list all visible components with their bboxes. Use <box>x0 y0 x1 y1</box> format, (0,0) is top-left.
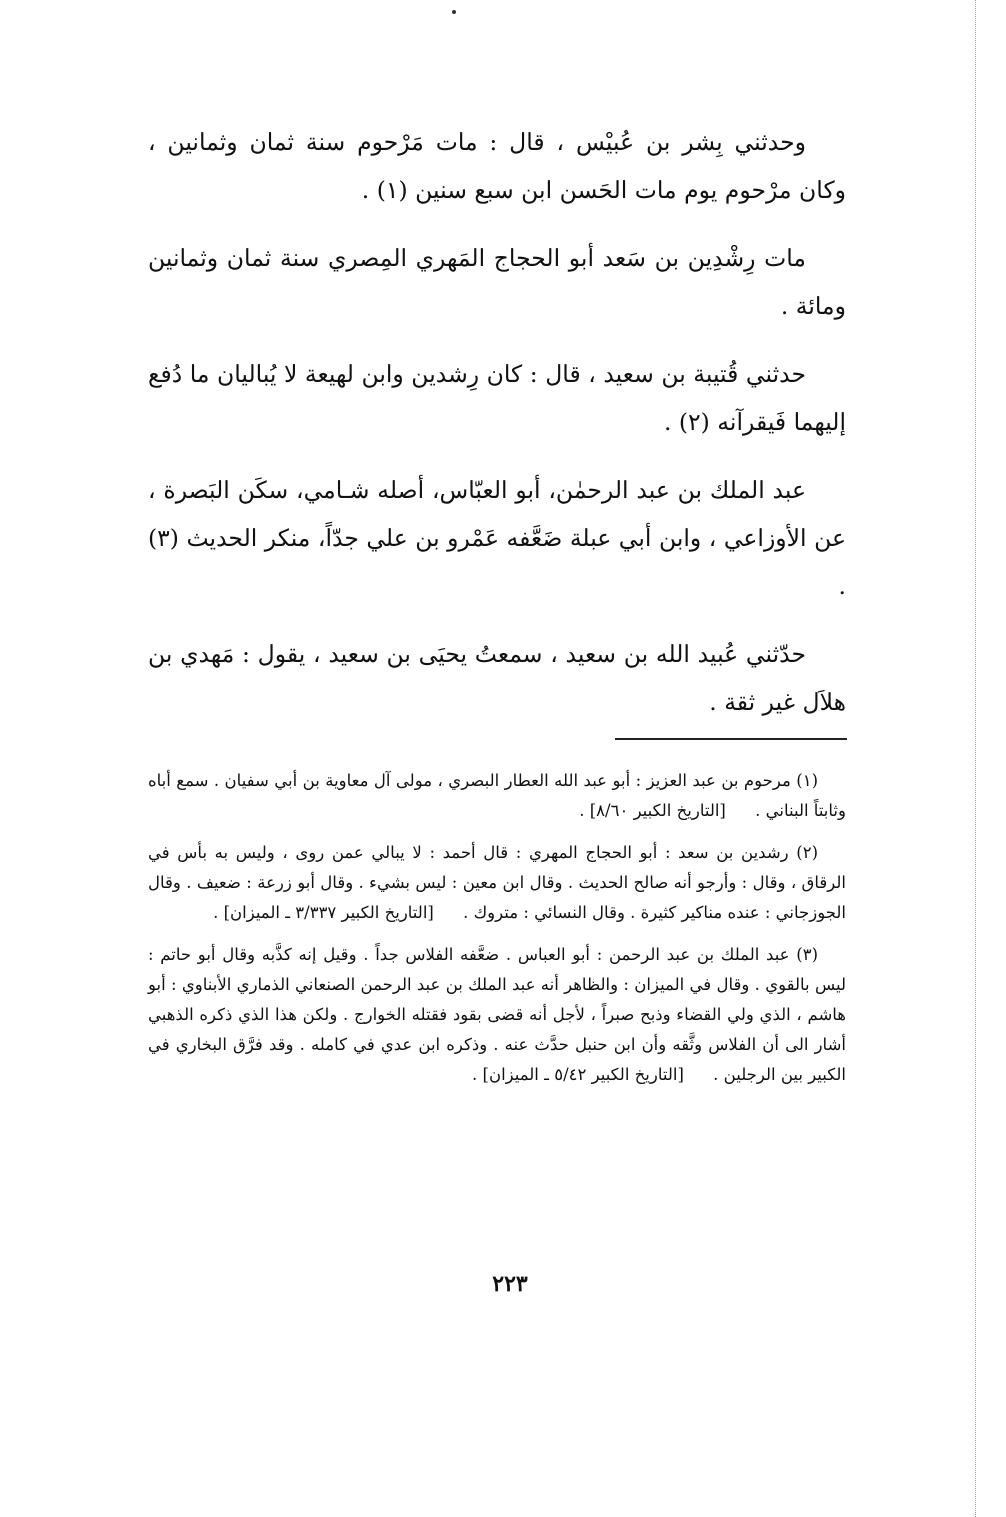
paragraph-rishdin-death: مات رِشْدِين بن سَعد أبو الحجاج المَهري المِصري سنة ثمان وثمانين ومائة . <box>148 244 846 320</box>
footnote-2-text: (٢) رشدين بن سعد : أبو الحجاج المهري : قال أحمد : لا يبالي عمن روى ، وليس به بأس في الرقاق ، وقال : وأرجو أنه صالح الحديث . وقال ابن معين : ليس بشيء . وقال أبو زرعة : ضعيف . وقال الجوزجاني : عنده مناكير كثيرة . وقال النسائي : متروك . <box>148 843 846 922</box>
paragraph-abd-al-malik: عبد الملك بن عبد الرحمٰن، أبو العبّاس، أصله شـامي، سكَن البَصرة ، عن الأوزاعي ، وابن أبي عبلة ضَعَّفه عَمْرو بن علي جدّاً، منكر الحديث (٣) . <box>148 476 846 600</box>
scan-edge-line <box>975 0 976 1517</box>
paragraph-qutayba: حدثني قُتيبة بن سعيد ، قال : كان رِشدين وابن لهيعة لا يُباليان ما دُفع إليهما فَيقرآنه (٢) . <box>148 360 846 436</box>
footnote-3-source: [التاريخ الكبير ٥/٤٢ ـ الميزان] . <box>472 1065 684 1084</box>
footnote-3-text: (٣) عبد الملك بن عبد الرحمن : أبو العباس . ضعَّفه الفلاس جداً . وقيل إنه كذَّبه وقال أبو حاتم : ليس بالقوي . وقال في الميزان : والظاهر أنه عبد الملك بن عبد الرحمن الصنعاني الذماري الأبناوي : أبو هاشم ، الذي ولي القضاء وذبح صبراً ، لأجل أنه قضى بقود فقتله الخوارج . ولكن هذا الذي ذكره الذهبي أشار الى أن الفلاس وثَّقه وأن ابن حنبل حدَّث عنه . وذكره ابن عدي في كامله . وقد فرَّق البخاري في الكبير بين الرجلين . <box>148 945 846 1084</box>
footnote-2 <box>148 838 846 928</box>
footnote-divider <box>615 738 847 740</box>
footnote-1 <box>148 766 846 826</box>
footnote-1-text: (١) مرحوم بن عبد العزيز : أبو عبد الله العطار البصري ، مولى آل معاوية بن أبي سفيان . سمع أباه وثابتاً البناني . <box>148 771 846 820</box>
footnote-1-source: [التاريخ الكبير ٨/٦٠] . <box>579 801 726 820</box>
main-text-body <box>148 118 846 726</box>
paragraph-marhum: وحدثني بِشر بن عُبيْس ، قال : مات مَرْحوم سنة ثمان وثمانين ، وكان مرْحوم يوم مات الحَسن ابن سبع سنين (١) . <box>148 128 846 204</box>
page-number: ٢٢٣ <box>492 1271 528 1297</box>
footnotes <box>148 766 846 1090</box>
footnote-2-source: [التاريخ الكبير ٣/٣٣٧ ـ الميزان] . <box>213 903 434 922</box>
footnote-3 <box>148 940 846 1090</box>
top-ink-dot <box>452 10 456 14</box>
paragraph-mahdi: حدّثني عُبيد الله بن سعيد ، سمعتُ يحيَى بن سعيد ، يقول : مَهدي بن هلاَل غير ثقة . <box>148 640 846 716</box>
